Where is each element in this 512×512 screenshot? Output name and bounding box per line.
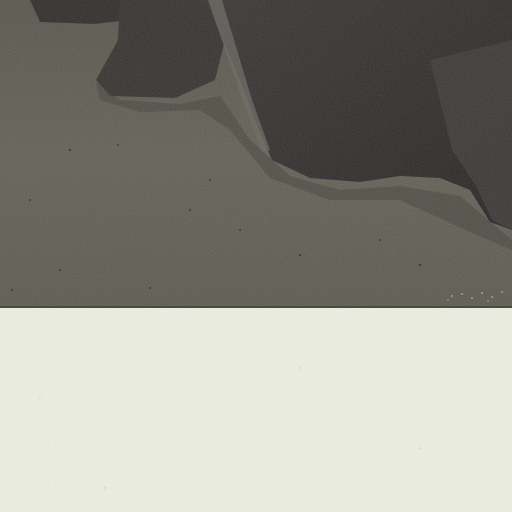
paper-margin	[0, 308, 512, 512]
paper-texture	[0, 308, 512, 512]
